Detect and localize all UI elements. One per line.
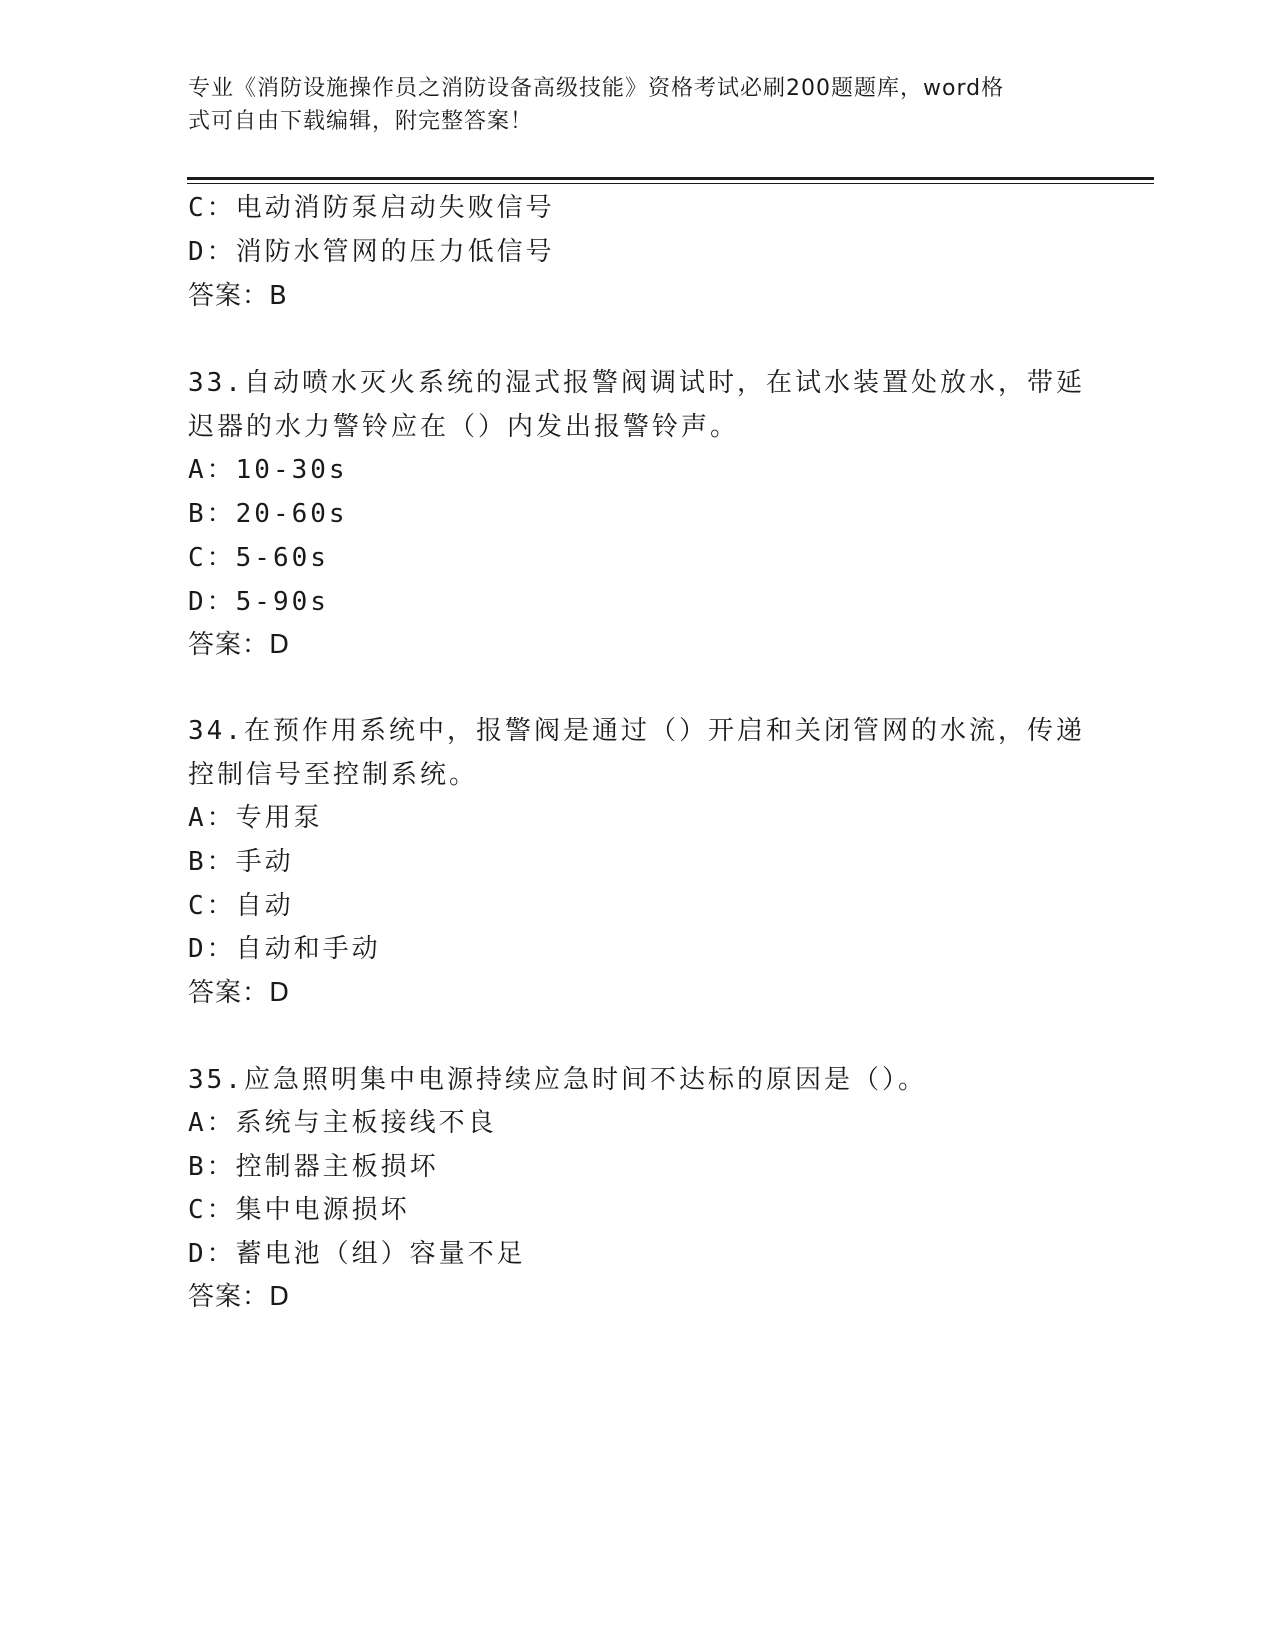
q33-option-b: B：20-60s [188,499,348,529]
q34-option-a: A：专用泵 [188,803,323,833]
q35-stem-line-1: 35.应急照明集中电源持续应急时间不达标的原因是（）。 [188,1065,927,1095]
header-divider-thick [187,177,1154,180]
q34-option-b: B：手动 [188,847,294,877]
q34-option-d: D：自动和手动 [188,934,381,964]
q33-option-d: D：5-90s [188,587,329,617]
q32-option-c: C：电动消防泵启动失败信号 [188,193,555,223]
q35-option-d: D：蓄电池（组）容量不足 [188,1239,526,1269]
q34-stem-line-1: 34.在预作用系统中，报警阀是通过（）开启和关闭管网的水流，传递 [188,716,1085,746]
q35-option-b: B：控制器主板损坏 [188,1152,439,1182]
header-line-1: 专业《消防设施操作员之消防设备高级技能》资格考试必刷200题题库，word格 [188,76,1005,101]
header-divider-thin [187,183,1154,184]
q35-answer: 答案：D [188,1282,291,1312]
q34-stem-line-2: 控制信号至控制系统。 [188,760,479,790]
document-header [188,72,1068,138]
q35-option-a: A：系统与主板接线不良 [188,1108,497,1138]
q32-answer: 答案：B [188,281,288,311]
q35-option-c: C：集中电源损坏 [188,1195,410,1225]
q33-option-a: A：10-30s [188,455,348,485]
q33-stem-line-1: 33.自动喷水灭火系统的湿式报警阀调试时，在试水装置处放水，带延 [188,368,1085,398]
q33-answer: 答案：D [188,630,291,660]
q34-option-c: C：自动 [188,891,294,921]
q33-option-c: C：5-60s [188,543,329,573]
q33-stem-line-2: 迟器的水力警铃应在（）内发出报警铃声。 [188,412,740,442]
q32-option-d: D：消防水管网的压力低信号 [188,237,555,267]
header-line-2: 式可自由下载编辑，附完整答案！ [188,109,534,134]
q34-answer: 答案：D [188,978,291,1008]
